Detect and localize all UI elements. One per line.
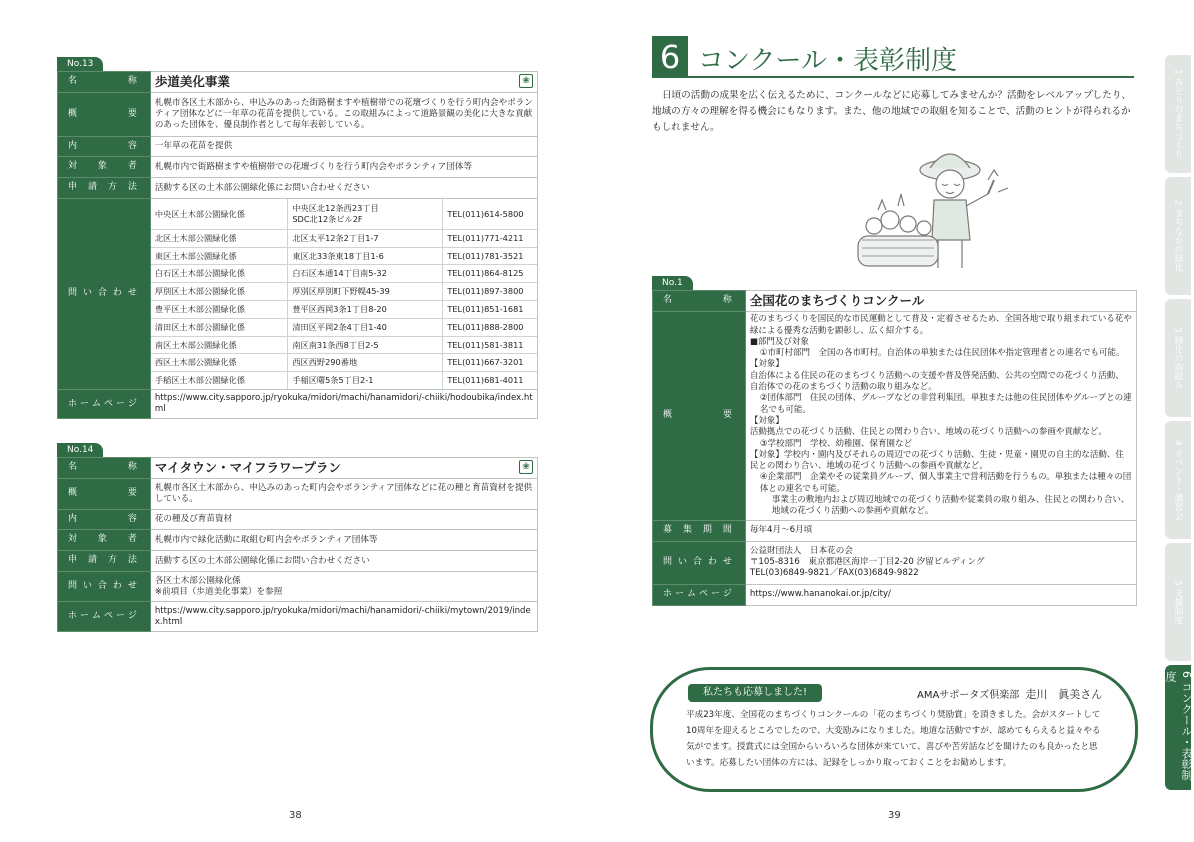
contact-address: 北区太平12条2丁目1-7 xyxy=(288,229,443,247)
no13-target-value: 札幌市内で街路樹ますや植樹帯での花壇づくりを行う町内会やボランティア団体等 xyxy=(150,157,537,178)
contact-address: 豊平区西岡3条1丁目8-20 xyxy=(288,300,443,318)
no13-overview-label: 概 要 xyxy=(58,93,151,137)
overview-line: ④企業部門 企業やその従業員グループ、個人事業主で営利活動を行うもの。単独または種々の団体との連名でも可能。 xyxy=(759,472,1132,494)
no14-overview-label: 概 要 xyxy=(58,479,151,510)
contact-office: 西区土木部公園緑化係 xyxy=(151,354,288,372)
contact-office: 南区土木部公園緑化係 xyxy=(151,336,288,354)
contact-tel: TEL(011)781-3521 xyxy=(443,247,537,265)
table-row xyxy=(151,247,537,265)
no1-overview-value xyxy=(745,312,1136,520)
section-title: コンクール・表彰制度 xyxy=(698,46,957,76)
page-number-right: 39 xyxy=(888,810,901,821)
table-row xyxy=(151,300,537,318)
no13-target-label: 対 象 者 xyxy=(58,157,151,178)
testimonial-org: AMAサポータズ倶楽部 xyxy=(917,690,1020,701)
no14-contact-value: 各区土木部公園緑化係 ※前項目（歩道美化事業）を参照 xyxy=(150,572,537,602)
contact-tel: TEL(011)581-3811 xyxy=(443,336,537,354)
contact-address: 西区西野290番地 xyxy=(288,354,443,372)
no1-homepage-link[interactable]: https://www.hananokai.or.jp/city/ xyxy=(745,584,1136,605)
contact-office: 手稲区土木部公園緑化係 xyxy=(151,372,288,390)
no14-apply-label: 申請方法 xyxy=(58,551,151,572)
testimonial-body: 平成23年度、全国花のまちづくりコンクールの「花のまちづくり奨励賞」を頂きました。会がスタートして10周年を迎えるところでしたので、大変励みになりました。地道な活動ですが、認めてもらえると益々やる気がでます。授賞式には全国からいろいろな団体が来ていて、喜びや苦労話などを聞けたのも良かったと思います。応募したい団体の方には、記録をしっかり取っておくことをお勧めします。 xyxy=(686,710,1101,768)
contact-tel: TEL(011)897-3800 xyxy=(443,283,537,301)
overview-line: 【対象】 xyxy=(749,415,784,426)
contact-address: 厚別区厚別町下野幌45-39 xyxy=(288,283,443,301)
table-row xyxy=(151,265,537,283)
contact-tel: TEL(011)771-4211 xyxy=(443,229,537,247)
contact-office: 豊平区土木部公園緑化係 xyxy=(151,300,288,318)
table-row xyxy=(151,372,537,390)
overview-line: ③学校部門 学校、幼稚園、保育園など xyxy=(759,438,912,449)
no13-homepage-link[interactable]: https://www.city.sapporo.jp/ryokuka/midori/machi/hanamidori/-chiiki/hodoubika/index.html xyxy=(150,390,537,419)
contact-address: 東区北33条東18丁目1-6 xyxy=(288,247,443,265)
contact-tel: TEL(011)888-2800 xyxy=(443,318,537,336)
no1-name-label: 名 称 xyxy=(653,291,746,312)
no13-content-value: 一年草の花苗を提供 xyxy=(150,137,537,157)
contact-office: 白石区土木部公園緑化係 xyxy=(151,265,288,283)
contact-address: 白石区本通14丁目南5-32 xyxy=(288,265,443,283)
table-row xyxy=(151,283,537,301)
no14-table xyxy=(57,457,538,632)
table-row xyxy=(151,354,537,372)
contact-tel: TEL(011)864-8125 xyxy=(443,265,537,283)
no14-target-value: 札幌市内で緑化活動に取組む町内会やボランティア団体等 xyxy=(150,530,537,551)
side-tab-1[interactable]: 1 みどりのまちづくり xyxy=(1165,55,1191,173)
contact-tel: TEL(011)681-4011 xyxy=(443,372,537,390)
contact-address: 南区南31条西8丁目2-5 xyxy=(288,336,443,354)
no14-apply-value: 活動する区の土木部公園緑化係にお問い合わせください xyxy=(150,551,537,572)
testimonial-person: 走川 眞美さん xyxy=(1025,688,1103,701)
testimonial-title: 私たちも応募しました! xyxy=(688,684,822,702)
overview-line: 活動拠点での花づくり活動、住民との関わり合い、地域の花づくり活動への参画や貢献など。 xyxy=(749,427,1107,438)
no1-homepage-label: ホームページ xyxy=(653,584,746,605)
overview-line: 【対象】 xyxy=(749,359,784,370)
contact-office: 厚別区土木部公園緑化係 xyxy=(151,283,288,301)
no14-overview-value: 札幌市各区土木部から、申込みのあった町内会やボランティア団体などに花の種と育苗資材を提供している。 xyxy=(150,479,537,510)
no1-contact-label: 問い合わせ xyxy=(653,541,746,584)
potted-plant-icon: ❀ xyxy=(519,74,533,88)
no1-table xyxy=(652,290,1137,606)
contact-address: 中央区北12条西23丁目 SDC北12条ビル2F xyxy=(288,199,443,229)
contact-tel: TEL(011)851-1681 xyxy=(443,300,537,318)
no13-overview-value: 札幌市各区土木部から、申込みのあった街路樹ますや植樹帯での花壇づくりを行う町内会やボランティア団体などに一年草の花苗を提供している。この取組みによって道路景観の美化に大きな貢献のあった団体を、優良制作者として毎年表彰している。 xyxy=(150,93,537,137)
section-number: 6 xyxy=(652,36,688,78)
side-tab-3[interactable]: 3 緑化の取組み xyxy=(1165,299,1191,417)
overview-line: ①市町村部門 全国の各市町村。自治体の単独または住民団体や指定管理者との連名でも可能。 xyxy=(759,348,1125,359)
no13-table xyxy=(57,71,538,419)
table-row xyxy=(151,229,537,247)
potted-plant-icon: ❀ xyxy=(519,460,533,474)
no13-content-label: 内 容 xyxy=(58,137,151,157)
no13-apply-label: 申請方法 xyxy=(58,178,151,199)
gardener-illustration xyxy=(838,140,1018,275)
contact-address: 手稲区曙5条5丁目2-1 xyxy=(288,372,443,390)
no1-name-value: 全国花のまちづくりコンクール xyxy=(745,291,1136,312)
no14-target-label: 対 象 者 xyxy=(58,530,151,551)
no14-content-label: 内 容 xyxy=(58,510,151,530)
overview-line: 花のまちづくりを国民的な市民運動として普及・定着させるため、全国各地で取り組まれている花や緑による優秀な活動を顕彰し、広く紹介する。 xyxy=(749,314,1132,336)
overview-line: ②団体部門 住民の団体、グループなどの非営利集団。単独または他の住民団体やグループとの連名でも可能。 xyxy=(759,393,1132,415)
no14-name-value: マイタウン・マイフラワープラン xyxy=(154,460,341,475)
side-tab-4[interactable]: 4 イベント・講習会 xyxy=(1165,421,1191,539)
side-tab-6-active[interactable]: 6 コンクール・表彰制度 xyxy=(1165,665,1191,790)
intro-text: 日頃の活動の成果を広く伝えるために、コンクールなどに応募してみませんか？活動をレベルアップしたり、地域の方々の理解を得る機会にもなります。また、他の地域での取組を知ることで、活動のヒントが得られるかもしれません。 xyxy=(652,90,1132,133)
overview-line: 【対象】学校内・園内及びそれらの周辺での花づくり活動、生徒・児童・園児の自主的な活動、住民との関わり合い、地域の花づくり活動への参画や貢献など。 xyxy=(749,449,1124,472)
table-row xyxy=(151,336,537,354)
no14-tag: No.14 xyxy=(57,443,103,457)
contact-office: 中央区土木部公園緑化係 xyxy=(151,199,288,229)
no14-name-label: 名 称 xyxy=(58,458,151,479)
side-tab-5[interactable]: 5 支援制度 xyxy=(1165,543,1191,661)
overview-line: ■部門及び対象 xyxy=(749,336,809,347)
contact-tel: TEL(011)667-3201 xyxy=(443,354,537,372)
no13-apply-value: 活動する区の土木部公園緑化係にお問い合わせください xyxy=(150,178,537,199)
side-tab-2[interactable]: 2 まちなかの緑化 xyxy=(1165,177,1191,295)
no14-homepage-link[interactable]: https://www.city.sapporo.jp/ryokuka/midori/machi/hanamidori/-chiiki/mytown/2019/index.html xyxy=(150,602,537,632)
no13-name-value: 歩道美化事業 xyxy=(154,74,230,89)
table-row xyxy=(151,318,537,336)
contact-office: 北区土木部公園緑化係 xyxy=(151,229,288,247)
no13-name-label: 名 称 xyxy=(58,72,151,93)
contact-office: 清田区土木部公園緑化係 xyxy=(151,318,288,336)
contact-office: 東区土木部公園緑化係 xyxy=(151,247,288,265)
no1-contact-value: 公益財団法人 日本花の会 〒105-8316 東京都港区海岸一丁目2-20 汐留ビルディング TEL(03)6849-9821／FAX(03)6849-9822 xyxy=(745,541,1136,584)
no1-tag: No.1 xyxy=(652,276,693,290)
no1-period-label: 募集期間 xyxy=(653,520,746,541)
contact-tel: TEL(011)614-5800 xyxy=(443,199,537,229)
no14-content-value: 花の種及び育苗資材 xyxy=(150,510,537,530)
contact-address: 清田区平岡2条4丁目1-40 xyxy=(288,318,443,336)
section-header xyxy=(652,36,1134,78)
no13-contact-table xyxy=(151,199,537,389)
no1-overview-label: 概 要 xyxy=(653,312,746,520)
no13-contact-label: 問い合わせ xyxy=(58,199,151,390)
no13-tag: No.13 xyxy=(57,57,103,71)
overview-line: 自治体による住民の花のまちづくり活動への支援や普及啓発活動、公共の空間での花づくり活動、自治体での花のまちづくり活動の取り組みなど。 xyxy=(749,370,1124,393)
no1-period-value: 毎年4月～6月頃 xyxy=(745,520,1136,541)
no14-contact-label: 問い合わせ xyxy=(58,572,151,602)
overview-line: 事業主の敷地内および周辺地域での花づくり活動や従業員の取り組み、住民との関わり合い、地域の花づくり活動への参画や貢献など。 xyxy=(771,495,1130,517)
no14-homepage-label: ホームページ xyxy=(58,602,151,632)
no13-homepage-label: ホームページ xyxy=(58,390,151,419)
testimonial-author xyxy=(917,686,1102,702)
table-row xyxy=(151,199,537,229)
page-number-left: 38 xyxy=(289,810,302,821)
